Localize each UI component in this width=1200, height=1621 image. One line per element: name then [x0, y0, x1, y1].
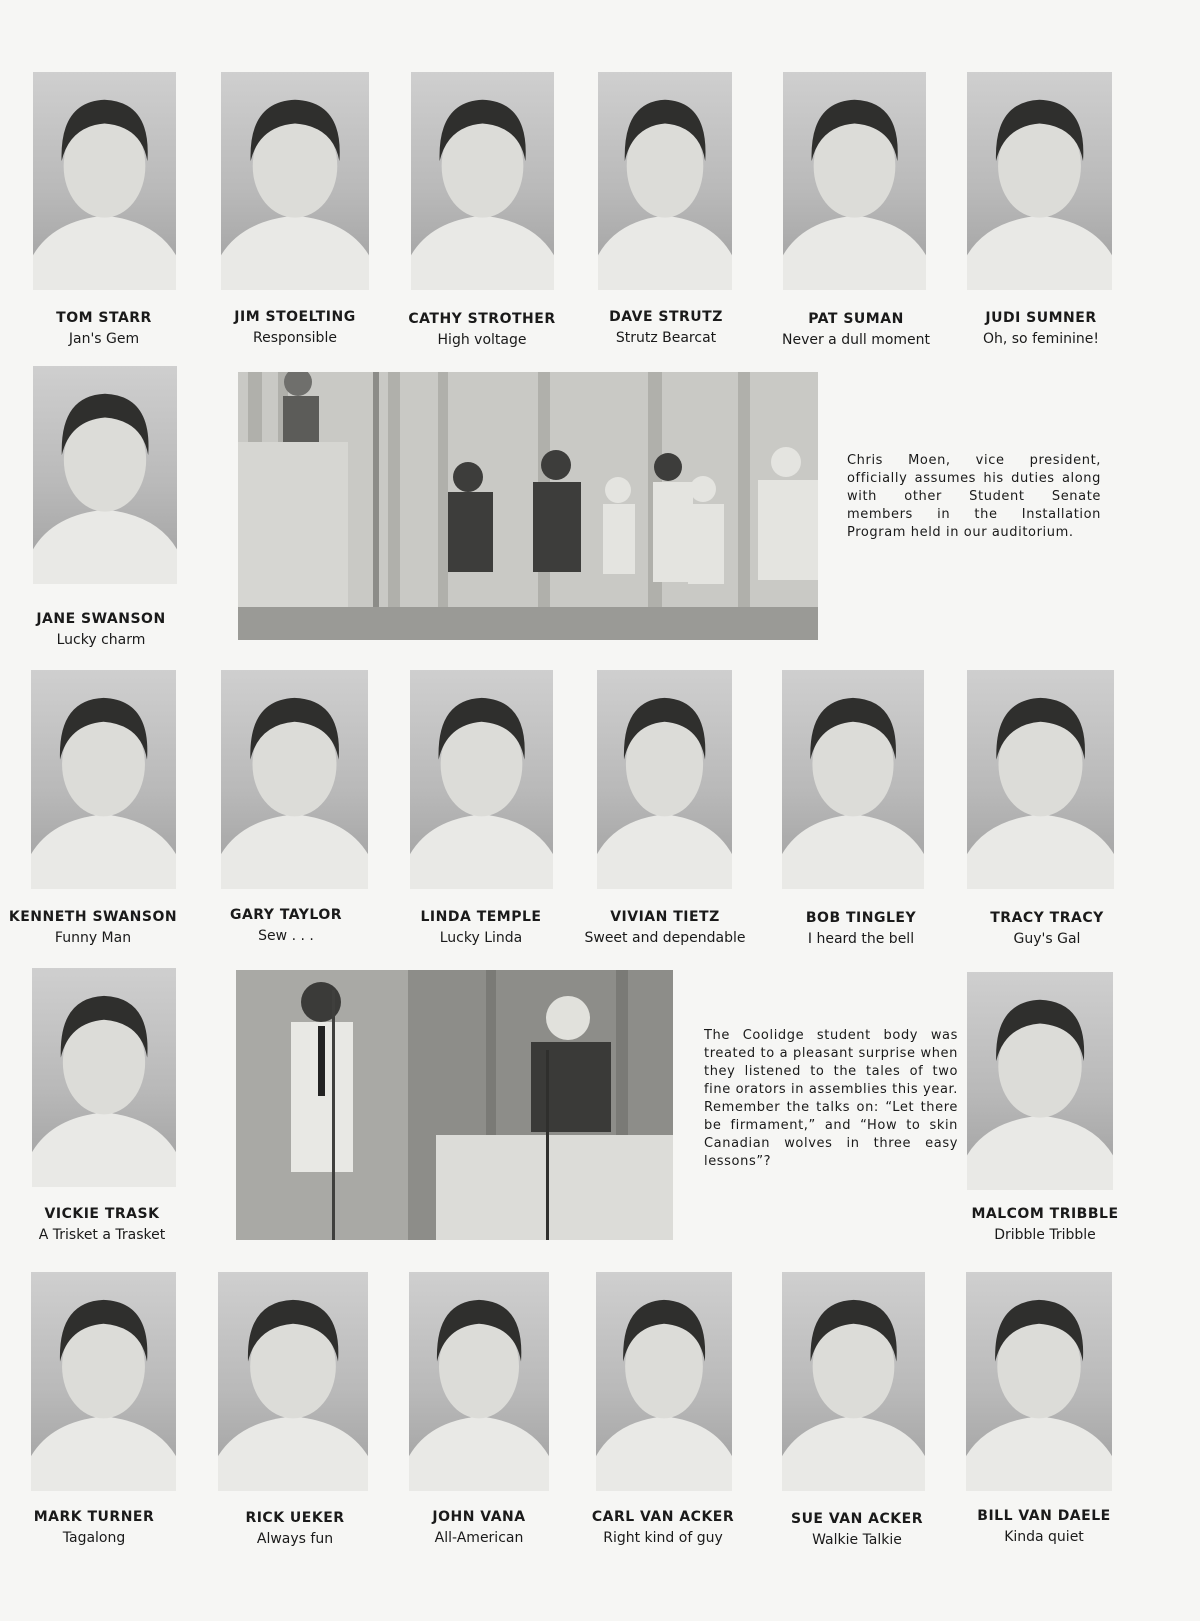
student-name: VICKIE TRASK	[44, 1206, 160, 1222]
portrait-silhouette	[218, 1272, 368, 1491]
student-caption	[568, 1508, 758, 1548]
student-name: VIVIAN TIETZ	[610, 909, 720, 925]
student-motto: Oh, so feminine!	[982, 331, 1100, 347]
portrait-photo	[782, 1272, 925, 1491]
portrait-photo	[221, 72, 369, 290]
student-caption	[0, 908, 188, 948]
student-motto: Walkie Talkie	[812, 1532, 902, 1548]
portrait-photo	[410, 670, 553, 889]
portrait-silhouette	[221, 670, 368, 889]
student-caption	[766, 909, 956, 949]
student-motto: Always fun	[256, 1531, 334, 1547]
student-caption	[950, 1205, 1140, 1245]
student-caption	[762, 1510, 952, 1550]
student-caption	[200, 308, 390, 348]
student-name: MARK TURNER	[33, 1509, 155, 1525]
student-motto: Funny Man	[54, 930, 132, 946]
student-motto: Never a dull moment	[781, 332, 931, 348]
portrait-photo	[967, 72, 1112, 290]
student-caption	[387, 310, 577, 350]
portrait-photo	[966, 1272, 1112, 1491]
portrait-photo	[598, 72, 732, 290]
student-name: SUE VAN ACKER	[790, 1511, 923, 1527]
student-motto: All-American	[434, 1530, 524, 1546]
portrait-photo	[33, 366, 177, 584]
student-name: TRACY TRACY	[990, 910, 1104, 926]
portrait-silhouette	[597, 670, 732, 889]
student-motto: High voltage	[437, 332, 527, 348]
student-caption	[6, 610, 196, 650]
student-caption	[570, 908, 760, 948]
student-caption	[761, 310, 951, 350]
student-motto: Tagalong	[62, 1530, 126, 1546]
student-motto: Right kind of guy	[603, 1530, 723, 1546]
portrait-photo	[31, 670, 176, 889]
student-name: JUDI SUMNER	[985, 310, 1097, 326]
orators-caption: The Coolidge student body was treated to a pleasant surprise when they listened to the tales of two fine orators in assemblies this year. Remember the talks on: “Let there be firmament,” and “How to skin Canadian wolves in three easy lessons”?	[704, 1028, 958, 1169]
student-caption	[946, 309, 1136, 349]
student-caption	[9, 309, 199, 349]
portrait-photo	[782, 670, 924, 889]
student-name: BOB TINGLEY	[805, 910, 917, 926]
student-motto: Lucky charm	[56, 632, 146, 648]
portrait-silhouette	[782, 1272, 925, 1491]
student-name: GARY TAYLOR	[229, 907, 343, 923]
student-name: PAT SUMAN	[808, 311, 904, 327]
student-name: CATHY STROTHER	[408, 311, 556, 327]
portrait-photo	[411, 72, 554, 290]
student-motto: Lucky Linda	[439, 930, 523, 946]
portrait-photo	[597, 670, 732, 889]
student-caption	[0, 1508, 189, 1548]
portrait-photo	[221, 670, 368, 889]
portrait-silhouette	[598, 72, 732, 290]
student-motto: I heard the bell	[807, 931, 915, 947]
student-name: JOHN VANA	[432, 1509, 526, 1525]
student-motto: Strutz Bearcat	[615, 330, 717, 346]
student-caption	[200, 1509, 390, 1549]
student-caption	[7, 1205, 197, 1245]
student-caption	[952, 909, 1142, 949]
student-motto: Sweet and dependable	[584, 930, 746, 946]
student-name: DAVE STRUTZ	[609, 309, 723, 325]
student-caption	[949, 1507, 1139, 1547]
student-name: CARL VAN ACKER	[591, 1509, 735, 1525]
portrait-silhouette	[783, 72, 926, 290]
portrait-photo	[783, 72, 926, 290]
portrait-silhouette	[967, 72, 1112, 290]
portrait-silhouette	[32, 968, 176, 1187]
portrait-silhouette	[31, 1272, 176, 1491]
portrait-photo	[596, 1272, 732, 1491]
student-caption	[191, 906, 381, 946]
portrait-photo	[967, 972, 1113, 1190]
portrait-silhouette	[966, 1272, 1112, 1491]
portrait-silhouette	[410, 670, 553, 889]
student-motto: Jan's Gem	[68, 331, 140, 347]
portrait-silhouette	[967, 972, 1113, 1190]
student-caption	[571, 308, 761, 348]
portrait-photo	[33, 72, 176, 290]
student-name: JANE SWANSON	[36, 611, 166, 627]
portrait-silhouette	[33, 366, 177, 584]
installation-program-photo	[238, 372, 818, 640]
student-motto: Guy's Gal	[1013, 931, 1081, 947]
student-motto: Responsible	[253, 330, 337, 346]
student-motto: Dribble Tribble	[994, 1227, 1096, 1243]
portrait-silhouette	[596, 1272, 732, 1491]
student-name: KENNETH SWANSON	[8, 909, 178, 925]
portrait-photo	[409, 1272, 549, 1491]
student-caption	[386, 908, 576, 948]
portrait-silhouette	[31, 670, 176, 889]
student-name: BILL VAN DAELE	[977, 1508, 1111, 1524]
portrait-photo	[967, 670, 1114, 889]
portrait-silhouette	[782, 670, 924, 889]
student-motto: A Trisket a Trasket	[38, 1227, 166, 1243]
student-motto: Sew . . .	[258, 928, 314, 944]
student-motto: Kinda quiet	[1004, 1529, 1084, 1545]
installation-caption: Chris Moen, vice president, officially assumes his duties along with other Student Senate members in the Installation Program held in our auditorium.	[847, 453, 1101, 540]
student-name: LINDA TEMPLE	[420, 909, 542, 925]
student-name: JIM STOELTING	[234, 309, 356, 325]
student-name: TOM STARR	[56, 310, 152, 326]
student-name: MALCOM TRIBBLE	[971, 1206, 1119, 1222]
portrait-photo	[32, 968, 176, 1187]
portrait-silhouette	[409, 1272, 549, 1491]
portrait-silhouette	[411, 72, 554, 290]
portrait-silhouette	[33, 72, 176, 290]
student-name: RICK UEKER	[245, 1510, 345, 1526]
portrait-photo	[31, 1272, 176, 1491]
portrait-photo	[218, 1272, 368, 1491]
orators-photo	[236, 970, 673, 1240]
portrait-silhouette	[221, 72, 369, 290]
portrait-silhouette	[967, 670, 1114, 889]
student-caption	[384, 1508, 574, 1548]
